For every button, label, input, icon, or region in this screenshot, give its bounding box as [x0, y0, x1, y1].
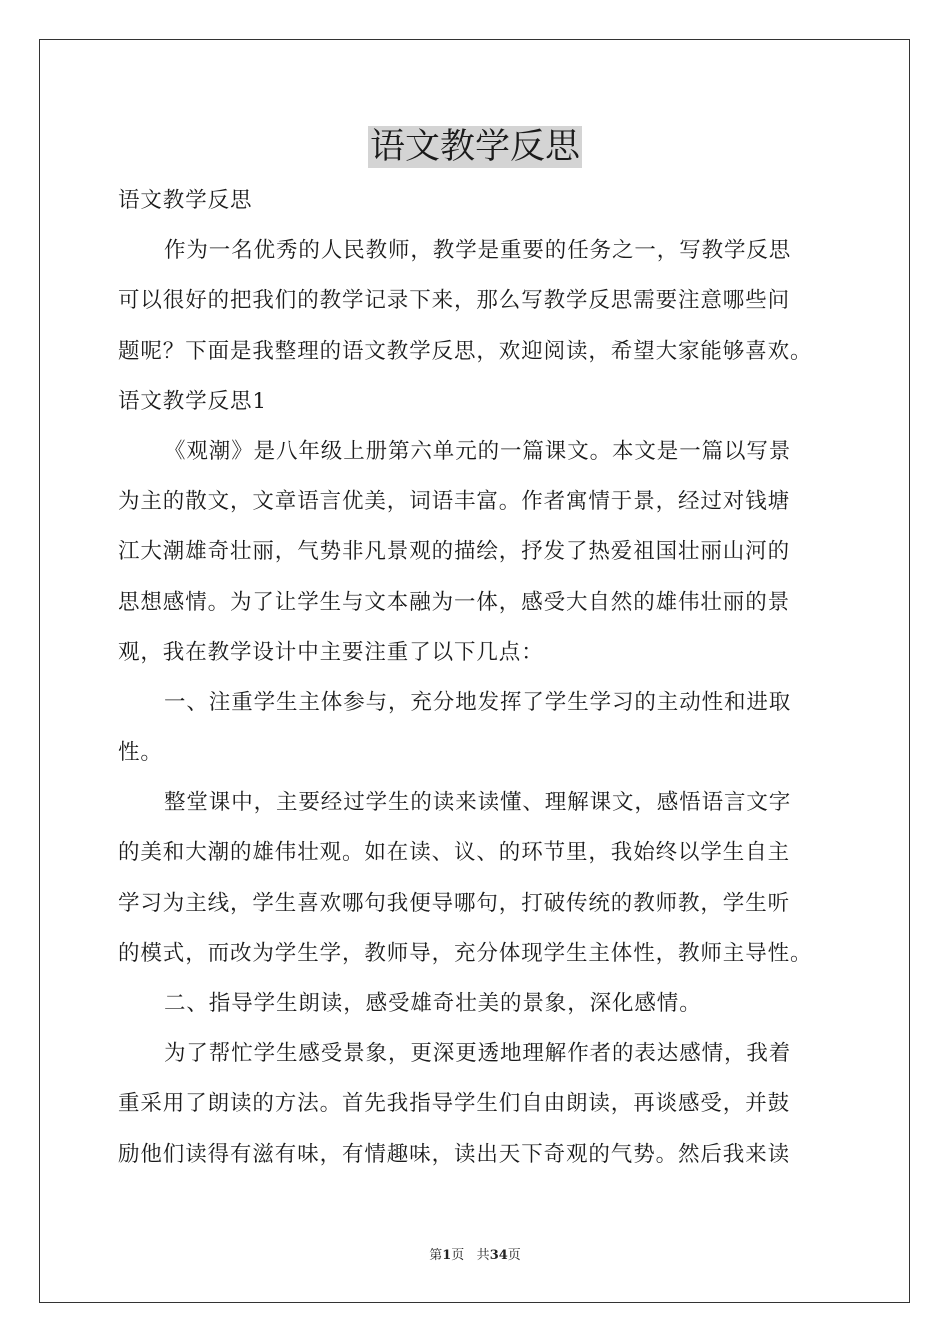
text-line: 为主的散文，文章语言优美，词语丰富。作者寓情于景，经过对钱塘 [118, 489, 791, 515]
page-title: 语文教学反思 [369, 127, 580, 167]
text-line: 语文教学反思 [118, 188, 253, 213]
text-line: 语文教学反思1 [118, 388, 267, 414]
text-line: 可以很好的把我们的教学记录下来，那么写教学反思需要注意哪些问 [118, 288, 791, 314]
text-line: 性。 [118, 740, 163, 766]
text-line: 重采用了朗读的方法。首先我指导学生们自由朗读，再谈感受，并鼓 [118, 1091, 791, 1117]
text-line: 二、指导学生朗读，感受雄奇壮美的景象，深化感情。 [164, 991, 702, 1016]
text-line: 整堂课中，主要经过学生的读来读懂、理解课文，感悟语言文字 [164, 790, 792, 816]
text-line: 为了帮忙学生感受景象，更深更透地理解作者的表达感情，我着 [164, 1041, 792, 1067]
text-line: 励他们读得有滋有味，有情趣味，读出天下奇观的气势。然后我来读 [118, 1141, 791, 1167]
document-body [118, 176, 848, 1180]
page-footer [0, 1244, 950, 1263]
text-line: 学习为主线，学生喜欢哪句我便导哪句，打破传统的教师教，学生听 [118, 890, 791, 916]
page-number: 1 [442, 1248, 452, 1263]
text-line: 一、注重学生主体参与，充分地发挥了学生学习的主动性和进取 [164, 689, 792, 715]
text-line: 题呢？下面是我整理的语文教学反思，欢迎阅读，希望大家能够喜欢。 [118, 338, 813, 364]
text-line: 江大潮雄奇壮丽，气势非凡景观的描绘，抒发了热爱祖国壮丽山河的 [118, 539, 791, 565]
text-line: 的模式，而改为学生学，教师导，充分体现学生主体性，教师主导性。 [118, 940, 813, 966]
total-suffix: 页 [507, 1248, 521, 1263]
total-prefix: 共 [476, 1248, 490, 1263]
total-pages: 34 [489, 1248, 508, 1263]
text-line: 《观潮》是八年级上册第六单元的一篇课文。本文是一篇以写景 [164, 438, 792, 464]
text-line: 观，我在教学设计中主要注重了以下几点： [118, 639, 544, 665]
text-line: 思想感情。为了让学生与文本融为一体，感受大自然的雄伟壮丽的景 [118, 589, 791, 615]
text-line: 的美和大潮的雄伟壮观。如在读、议、的环节里，我始终以学生自主 [118, 840, 791, 866]
text-line: 作为一名优秀的人民教师，教学是重要的任务之一，写教学反思 [164, 238, 792, 264]
title-area [0, 126, 950, 168]
page-suffix: 页 [451, 1248, 465, 1263]
page-prefix: 第 [429, 1248, 443, 1263]
